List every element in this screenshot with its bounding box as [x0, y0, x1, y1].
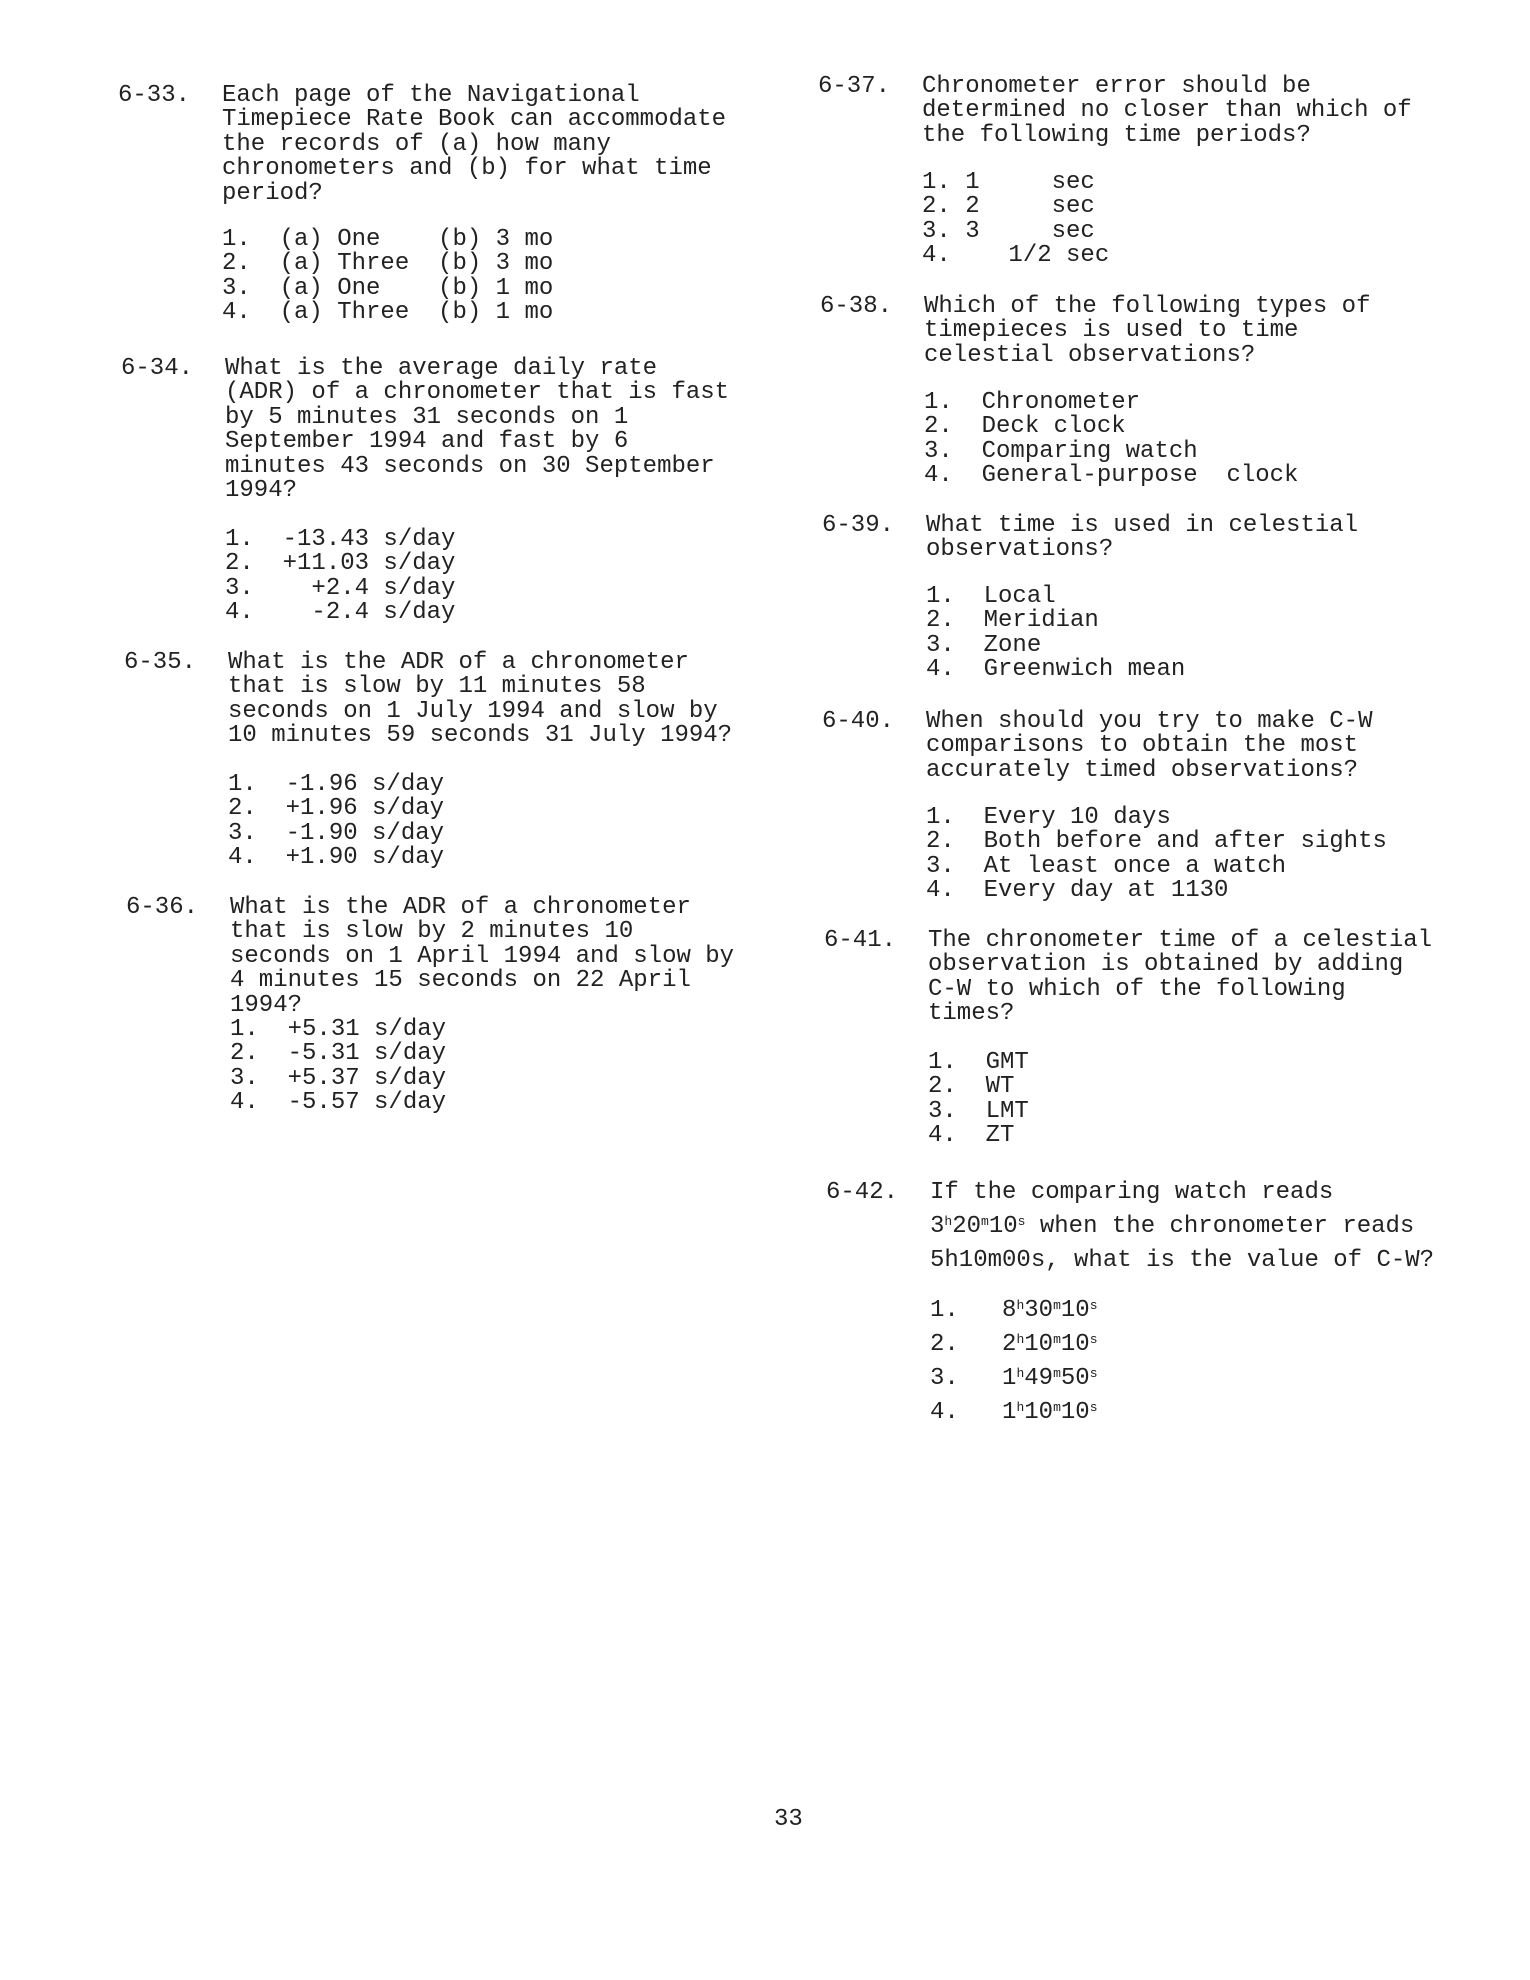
answer-option: 4. Every day at 1130: [926, 877, 1229, 905]
seconds: 10: [1060, 1331, 1090, 1358]
stem-line: When should you try to make C-W: [926, 708, 1373, 735]
question-stem: [230, 896, 790, 1018]
answer-option: 2. +1.96 s/day: [228, 795, 445, 823]
answer-option: [930, 1294, 1098, 1328]
answer-option: 4. 1/2 sec: [922, 242, 1110, 270]
stem-line: determined no closer than which of: [922, 97, 1412, 125]
question-number: 6-39.: [822, 512, 895, 539]
question-stem: [928, 929, 1488, 1027]
stem-line: accurately timed observations?: [926, 756, 1359, 784]
unit: m: [1053, 1332, 1061, 1347]
question-stem: [924, 295, 1484, 368]
answer-option: 1. Every 10 days: [926, 804, 1171, 831]
answer-option: [930, 1362, 1098, 1396]
answer-option: 3. +5.37 s/day: [230, 1064, 447, 1092]
answer-option: 4. Greenwich mean: [926, 656, 1186, 684]
stem-line: What is the average daily rate: [225, 355, 658, 382]
question-number: 6-37.: [818, 73, 891, 100]
question-stem: [926, 710, 1486, 783]
unit: s: [1089, 1298, 1098, 1313]
question-number: 6-34.: [121, 355, 194, 382]
page-number: 33: [774, 1806, 803, 1833]
stem-line: celestial observations?: [924, 341, 1256, 369]
answer-options: [230, 1018, 446, 1116]
answer-option: 1. Chronometer: [924, 389, 1141, 416]
question-stem: [228, 651, 788, 749]
stem-line: What time is used in celestial: [926, 512, 1359, 539]
hours: 2: [1002, 1331, 1017, 1358]
stem-line: Each page of the Navigational: [222, 82, 640, 109]
stem-line: seconds on 1 April 1994 and slow by: [230, 942, 735, 970]
option-label: 1.: [930, 1297, 959, 1324]
stem-line: Chronometer error should be: [922, 73, 1311, 100]
minutes: 10: [1024, 1399, 1054, 1426]
seconds: 10: [1060, 1297, 1090, 1324]
minutes: 30: [1024, 1297, 1054, 1324]
stem-line: the following time periods?: [922, 121, 1311, 149]
question-number: 6-33.: [118, 82, 191, 109]
hours: 3: [930, 1213, 945, 1240]
unit: m: [1053, 1298, 1061, 1313]
hours: 1: [1002, 1399, 1017, 1426]
answer-option: [930, 1396, 1098, 1430]
answer-option: 3. 3 sec: [922, 217, 1095, 245]
stem-line: seconds on 1 July 1994 and slow by: [228, 697, 718, 725]
unit: h: [1016, 1366, 1025, 1381]
answer-option: 3. LMT: [928, 1097, 1029, 1125]
unit: h: [1016, 1298, 1025, 1313]
stem-line: What is the ADR of a chronometer: [228, 649, 689, 676]
stem-line: What is the ADR of a chronometer: [230, 894, 691, 921]
answer-option: 2. +11.03 s/day: [225, 550, 456, 578]
stem-line: [930, 1210, 1490, 1244]
question-stem: [225, 357, 785, 503]
unit: s: [1089, 1332, 1098, 1347]
answer-option: 1. Local: [926, 583, 1056, 610]
stem-line: September 1994 and fast by 6: [225, 428, 629, 456]
seconds: 50: [1060, 1365, 1090, 1392]
question-number: 6-35.: [124, 649, 197, 676]
answer-option: 1. -13.43 s/day: [225, 526, 456, 553]
question-number: 6-38.: [820, 293, 893, 320]
unit: s: [1089, 1400, 1098, 1415]
answer-options: [930, 1294, 1098, 1430]
answer-options: [922, 171, 1109, 269]
seconds: 10: [988, 1213, 1018, 1240]
stem-line: (ADR) of a chronometer that is fast: [225, 379, 730, 407]
stem-line: 5h10m00s, what is the value of C-W?: [930, 1247, 1435, 1274]
answer-option: 1. 1 sec: [922, 169, 1095, 196]
unit: m: [981, 1214, 989, 1229]
answer-option: 2. Deck clock: [924, 413, 1126, 441]
answer-option: 4. ZT: [928, 1122, 1015, 1150]
stem-line: observations?: [926, 536, 1114, 564]
answer-option: 4. +1.90 s/day: [228, 844, 445, 872]
answer-option: 1. -1.96 s/day: [228, 771, 445, 798]
hours: 8: [1002, 1297, 1017, 1324]
stem-line: the records of (a) how many: [222, 130, 611, 158]
answer-options: [228, 773, 444, 871]
answer-option: 4. (a) Three (b) 1 mo: [222, 299, 554, 327]
stem-line: The chronometer time of a celestial: [928, 927, 1433, 954]
answer-option: 2. -5.31 s/day: [230, 1040, 447, 1068]
question-stem: [222, 84, 782, 206]
answer-options: [928, 1051, 1029, 1149]
unit: h: [1016, 1400, 1025, 1415]
stem-line: that is slow by 2 minutes 10: [230, 918, 634, 946]
stem-line: times?: [928, 1000, 1015, 1028]
stem-line: chronometers and (b) for what time: [222, 155, 712, 183]
answer-option: 3. At least once a watch: [926, 852, 1287, 880]
stem-line: If the comparing watch reads: [930, 1179, 1334, 1206]
option-label: 2.: [930, 1331, 959, 1358]
answer-option: 1. (a) One (b) 3 mo: [222, 226, 554, 253]
answer-option: 3. +2.4 s/day: [225, 574, 456, 602]
answer-option: 2. WT: [928, 1073, 1015, 1101]
minutes: 20: [952, 1213, 982, 1240]
answer-option: 3. -1.90 s/day: [228, 819, 445, 847]
stem-line: comparisons to obtain the most: [926, 732, 1359, 760]
question-stem: [922, 75, 1482, 148]
unit: h: [944, 1214, 953, 1229]
question-stem: [926, 514, 1486, 563]
unit: m: [1053, 1366, 1061, 1381]
minutes: 10: [1024, 1331, 1054, 1358]
question-number: 6-40.: [822, 708, 895, 735]
answer-option: 4. General-purpose clock: [924, 462, 1299, 490]
minutes: 49: [1024, 1365, 1054, 1392]
answer-option: 4. -2.4 s/day: [225, 599, 456, 627]
unit: s: [1017, 1214, 1026, 1229]
stem-line: 4 minutes 15 seconds on 22 April: [230, 967, 691, 995]
stem-line: minutes 43 seconds on 30 September: [225, 452, 715, 480]
answer-options: [926, 585, 1185, 683]
unit: h: [1016, 1332, 1025, 1347]
answer-option: 3. Comparing watch: [924, 437, 1198, 465]
stem-line: period?: [222, 179, 323, 207]
answer-option: 3. Zone: [926, 631, 1042, 659]
question-number: 6-41.: [824, 927, 897, 954]
question-number: 6-42.: [826, 1179, 899, 1206]
answer-options: [225, 528, 455, 626]
answer-option: 2. (a) Three (b) 3 mo: [222, 250, 554, 278]
answer-options: [926, 806, 1387, 904]
stem-line: timepieces is used to time: [924, 317, 1299, 345]
stem-line: 10 minutes 59 seconds 31 July 1994?: [228, 722, 733, 750]
question-number: 6-36.: [126, 894, 199, 921]
stem-line: C-W to which of the following: [928, 975, 1346, 1003]
answer-option: 1. +5.31 s/day: [230, 1016, 447, 1043]
stem-text: when the chronometer reads: [1025, 1213, 1415, 1240]
stem-line: that is slow by 11 minutes 58: [228, 673, 646, 701]
seconds: 10: [1060, 1399, 1090, 1426]
stem-line: observation is obtained by adding: [928, 951, 1404, 979]
answer-option: 2. Both before and after sights: [926, 828, 1387, 856]
option-label: 4.: [930, 1399, 959, 1426]
answer-option: 2. 2 sec: [922, 193, 1095, 221]
hours: 1: [1002, 1365, 1017, 1392]
answer-option: 1. GMT: [928, 1049, 1029, 1076]
answer-options: [222, 228, 553, 326]
stem-line: 1994?: [225, 477, 298, 505]
stem-line: Timepiece Rate Book can accommodate: [222, 106, 727, 134]
stem-line: 1994?: [230, 991, 303, 1019]
answer-option: 3. (a) One (b) 1 mo: [222, 274, 554, 302]
question-stem: [930, 1176, 1490, 1278]
option-label: 3.: [930, 1365, 959, 1392]
answer-option: 2. Meridian: [926, 607, 1099, 635]
answer-option: [930, 1328, 1098, 1362]
stem-line: by 5 minutes 31 seconds on 1: [225, 403, 629, 431]
unit: s: [1089, 1366, 1098, 1381]
answer-option: 4. -5.57 s/day: [230, 1089, 447, 1117]
unit: m: [1053, 1400, 1061, 1415]
stem-line: Which of the following types of: [924, 293, 1371, 320]
answer-options: [924, 391, 1298, 489]
